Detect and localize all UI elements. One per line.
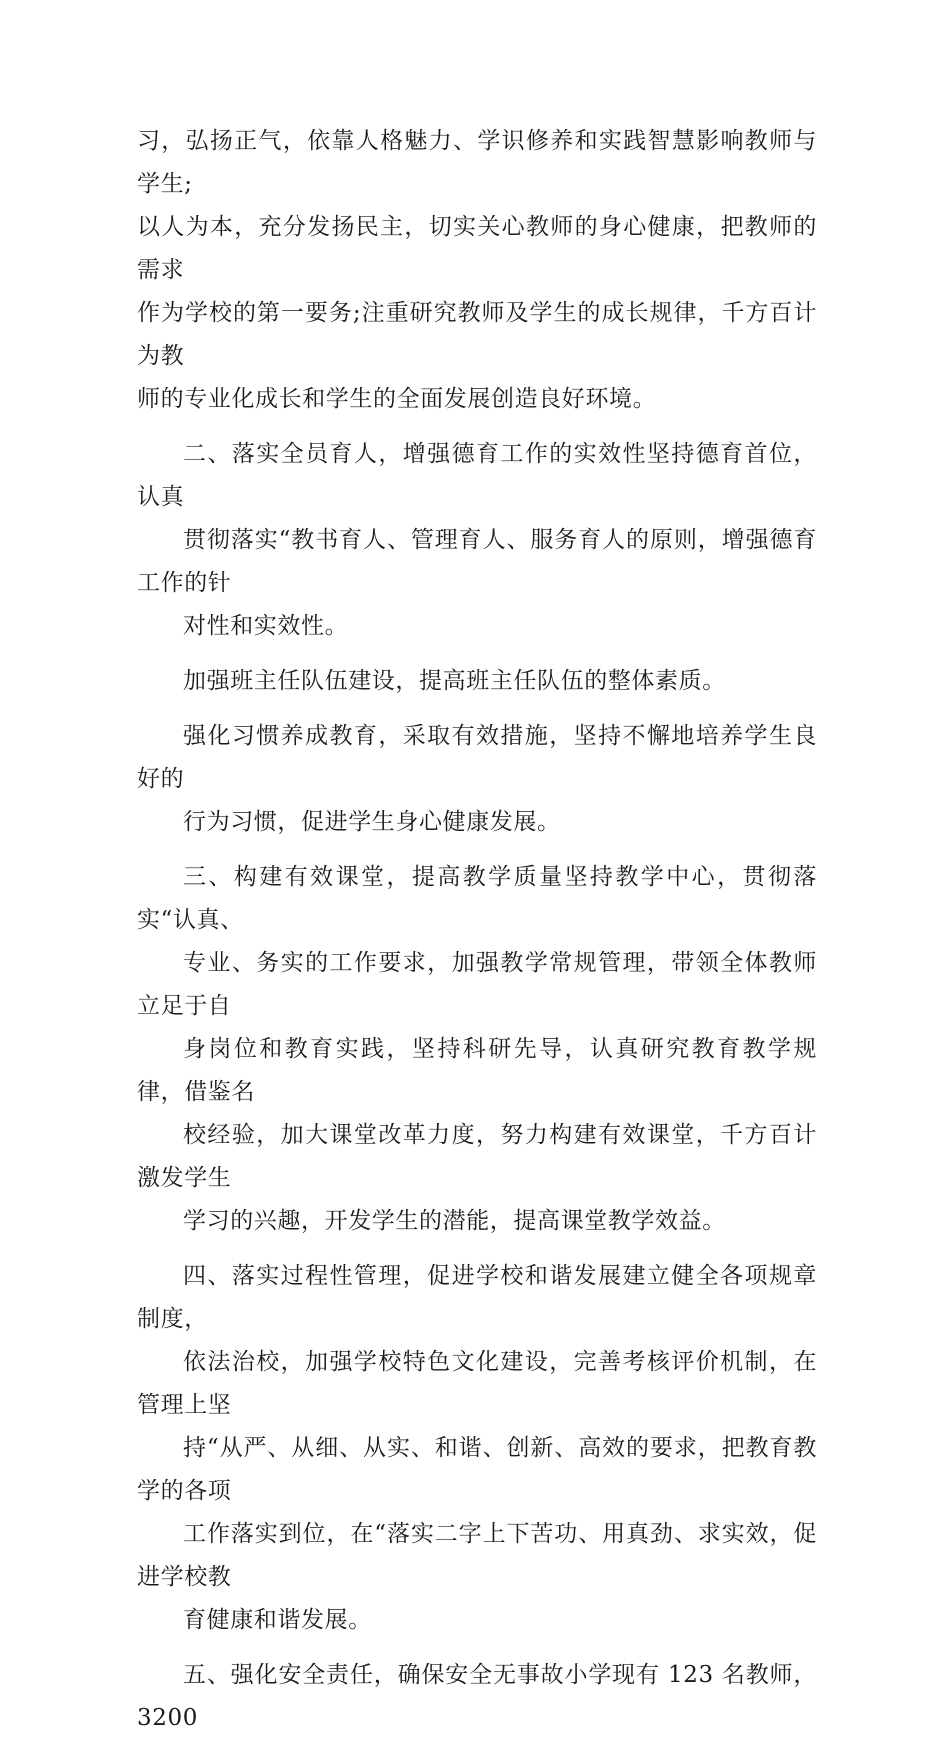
text-line: 加强班主任队伍建设，提高班主任队伍的整体素质。 bbox=[183, 668, 726, 694]
text-line: 四、落实过程性管理，促进学校和谐发展建立健全各项规章制度， bbox=[137, 1263, 817, 1332]
text-line: 工作落实到位，在“落实二字上下苦功、用真劲、求实效，促进学校教 bbox=[137, 1521, 817, 1590]
paragraph bbox=[137, 660, 817, 703]
text-line: 持“从严、从细、从实、和谐、创新、高效的要求，把教育教学的各项 bbox=[137, 1435, 817, 1504]
text-line: 校经验，加大课堂改革力度，努力构建有效课堂，千方百计激发学生 bbox=[137, 1122, 817, 1191]
paragraph bbox=[137, 1654, 817, 1740]
text-line: 依法治校，加强学校特色文化建设，完善考核评价机制，在管理上坚 bbox=[137, 1349, 817, 1418]
text-line: 以人为本，充分发扬民主，切实关心教师的身心健康，把教师的需求 bbox=[137, 214, 817, 283]
document-body bbox=[137, 120, 817, 1752]
text-line: 育健康和谐发展。 bbox=[183, 1607, 372, 1633]
paragraph bbox=[137, 433, 817, 648]
text-line: 对性和实效性。 bbox=[183, 613, 349, 639]
text-line: 五、强化安全责任，确保安全无事故小学现有 123 名教师，3200 bbox=[137, 1662, 817, 1731]
paragraph bbox=[137, 856, 817, 1243]
paragraph bbox=[137, 1255, 817, 1642]
text-line: 学习的兴趣，开发学生的潜能，提高课堂教学效益。 bbox=[183, 1208, 726, 1234]
text-line: 三、构建有效课堂，提高教学质量坚持教学中心，贯彻落实“认真、 bbox=[137, 864, 817, 933]
text-line: 贯彻落实“教书育人、管理育人、服务育人的原则，增强德育工作的针 bbox=[137, 527, 817, 596]
text-line: 师的专业化成长和学生的全面发展创造良好环境。 bbox=[137, 386, 657, 412]
text-line: 行为习惯，促进学生身心健康发展。 bbox=[183, 809, 561, 835]
text-line: 二、落实全员育人，增强德育工作的实效性坚持德育首位，认真 bbox=[137, 441, 817, 510]
text-line: 作为学校的第一要务;注重研究教师及学生的成长规律，千方百计为教 bbox=[137, 300, 817, 369]
paragraph bbox=[137, 715, 817, 844]
text-line: 习，弘扬正气，依靠人格魅力、学识修养和实践智慧影响教师与学生; bbox=[137, 128, 817, 197]
text-line: 强化习惯养成教育，采取有效措施，坚持不懈地培养学生良好的 bbox=[137, 723, 817, 792]
text-line: 身岗位和教育实践，坚持科研先导，认真研究教育教学规律，借鉴名 bbox=[137, 1036, 817, 1105]
text-line: 专业、务实的工作要求，加强教学常规管理，带领全体教师立足于自 bbox=[137, 950, 817, 1019]
paragraph bbox=[137, 120, 817, 421]
